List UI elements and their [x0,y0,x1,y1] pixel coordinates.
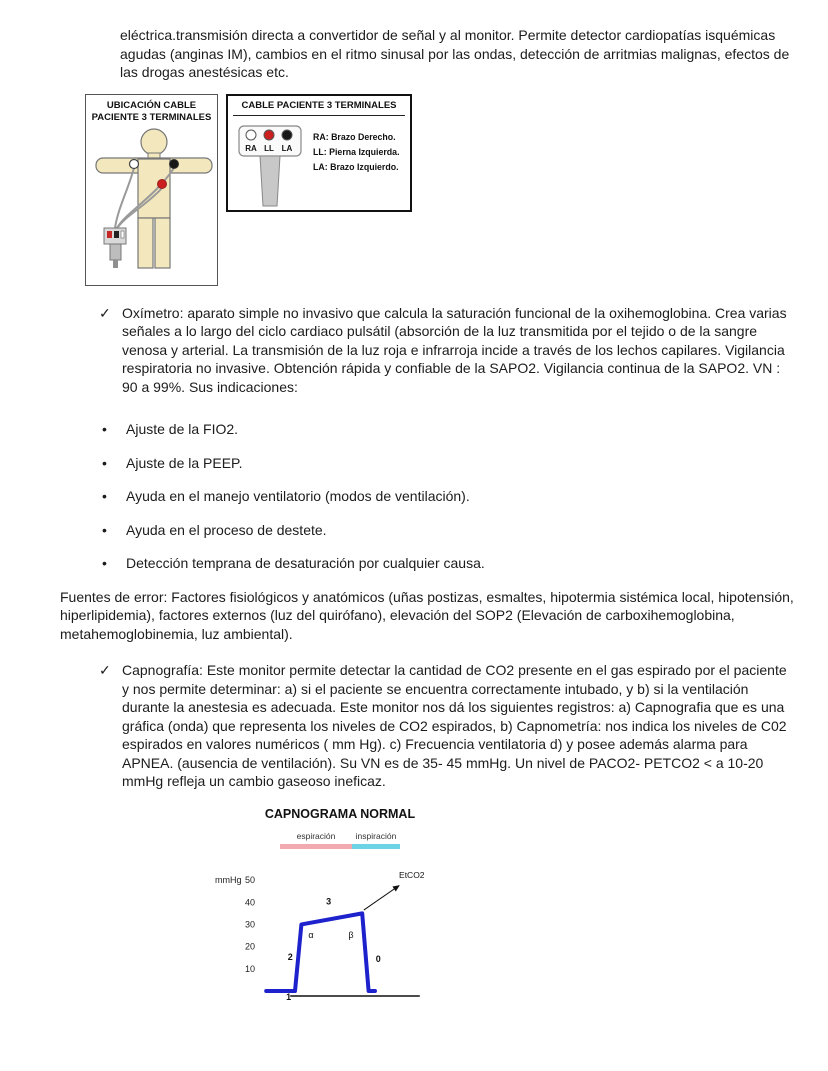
check-icon: ✓ [99,662,111,678]
intro-paragraph: eléctrica.transmisión directa a convertidor de señal y al monitor. Permite detector cardiopatías isquémicas agudas (anginas IM), cambios en el ritmo sinusal por las ondas, detección de arritmias malignas, efectos de las drogas anestésicas etc. [120,27,790,80]
legend-espiracion-swatch [280,844,352,849]
svg-text:2: 2 [287,951,293,962]
terminal-circle-la [282,130,292,140]
bullet-icon: • [102,454,107,471]
terminal-label-ll: LL [264,143,274,153]
list-item: • Ajuste de la PEEP. [102,454,243,471]
legend-inspiracion [352,831,400,849]
terminal-label-ra: RA [245,143,257,153]
list-item: • Ayuda en el manejo ventilatorio (modos de ventilación). [102,488,470,504]
svg-text:50: 50 [244,875,255,886]
svg-text:mmHg: mmHg [215,875,242,886]
chart-title: CAPNOGRAMA NORMAL [264,806,416,821]
legend-inspiracion-swatch [352,844,400,849]
list-item: • Ajuste de la FIO2. [102,421,239,437]
cable-connector-image [233,118,309,208]
capnogram-plot [205,863,465,1016]
fuentes-error-paragraph: Fuentes de error: Factores fisiológicos y anatómicos (uñas postizas, esmaltes, hipotermia sistémica local, hipotensión, hiperlipidemia), factores externos (luz del quirófano), elevación del SOP2 (Elevación de carboxihemoglobina, metahemoglobinemia, luz ambiental). [60,588,794,642]
cable-terminals-figure [226,94,412,212]
capnogram-chart [205,805,475,1017]
cable-legend-line-la: LA: Brazo Izquierdo. [313,161,399,172]
list-item: • Detección temprana de desaturación por cualquier causa. [102,555,485,571]
legend-inspiracion-label: inspiración [355,831,397,841]
chart-legend [205,831,475,849]
list-item: • Ayuda en el proceso de destete. [102,521,327,538]
svg-text:α: α [308,929,314,940]
svg-text:30: 30 [244,919,255,930]
terminal-circle-ra [246,130,256,140]
svg-text:EtCO2: EtCO2 [399,869,425,880]
oximetro-item [99,304,795,397]
electrode-figure-title: UBICACIÓN CABLE PACIENTE 3 TERMINALES [91,99,212,123]
cable-legend [313,130,400,208]
check-icon: ✓ [99,304,111,321]
terminal-circle-ll [264,130,274,140]
cable-legend-line-ll: LL: Pierna Izquierda. [313,146,400,157]
terminal-label-la: LA [281,143,293,153]
svg-text:20: 20 [244,941,255,952]
bullet-icon: • [102,488,107,504]
cable-legend-line-ra: RA: Brazo Derecho. [313,131,396,142]
bullet-icon: • [102,521,107,538]
capnografia-item [99,661,795,791]
svg-text:40: 40 [244,897,255,908]
bullet-icon: • [102,555,107,571]
electrode-la [170,159,179,168]
electrode-ra [130,159,139,168]
cable-figure-title: CABLE PACIENTE 3 TERMINALES [233,100,405,116]
svg-text:3: 3 [326,896,332,907]
svg-text:β: β [348,929,354,940]
electrode-placement-figure [85,94,218,286]
electrode-ll [158,179,167,188]
svg-text:0: 0 [375,954,381,965]
bullet-icon: • [102,421,107,437]
svg-text:10: 10 [244,963,255,974]
capnografia-text: Capnografía: Este monitor permite detectar la cantidad de CO2 presente en el gas espirado por el paciente y nos permite determinar: a) si el paciente se encuentra correctamente intubado, y b) si la ventilación durante la anestesia es adecuada. Este monitor nos dá los siguientes registros: a) Capnografia que es una gráfica (onda) que representa los niveles de CO2 espirados, b) Capnometría: nos indica los niveles de C02 espirados en valores numéricos ( mm Hg). c) Frecuencia ventilatoria d) y posee además alarma para APNEA. (ausencia de ventilación). Su VN es de 35- 45 mmHg. Un nivel de PACO2- PETCO2 < a 10-20 mmHg refleja un cambio gaseoso ineficaz. [122,662,787,789]
svg-text:1: 1 [286,991,292,1002]
oximetro-text: Oxímetro: aparato simple no invasivo que calcula la saturación funcional de la oxihemoglobina. Crea varias señales a lo largo del ciclo cardiaco pulsátil (absorción de la luz transmitida por el tejido o de la sangre venosa y arterial. La transmisión de la luz roja e infrarroja incide a través de los lechos capilares. Vigilancia respiratoria no invasive. Obtención rápida y confiable de la SAPO2. Vigilancia continua de la SAPO2. VN : 90 a 99%. Sus indicaciones: [122,304,787,395]
figures-row [85,94,828,286]
legend-espiracion [280,831,352,849]
person-figure-image [88,124,216,274]
legend-espiracion-label: espiración [296,831,336,841]
